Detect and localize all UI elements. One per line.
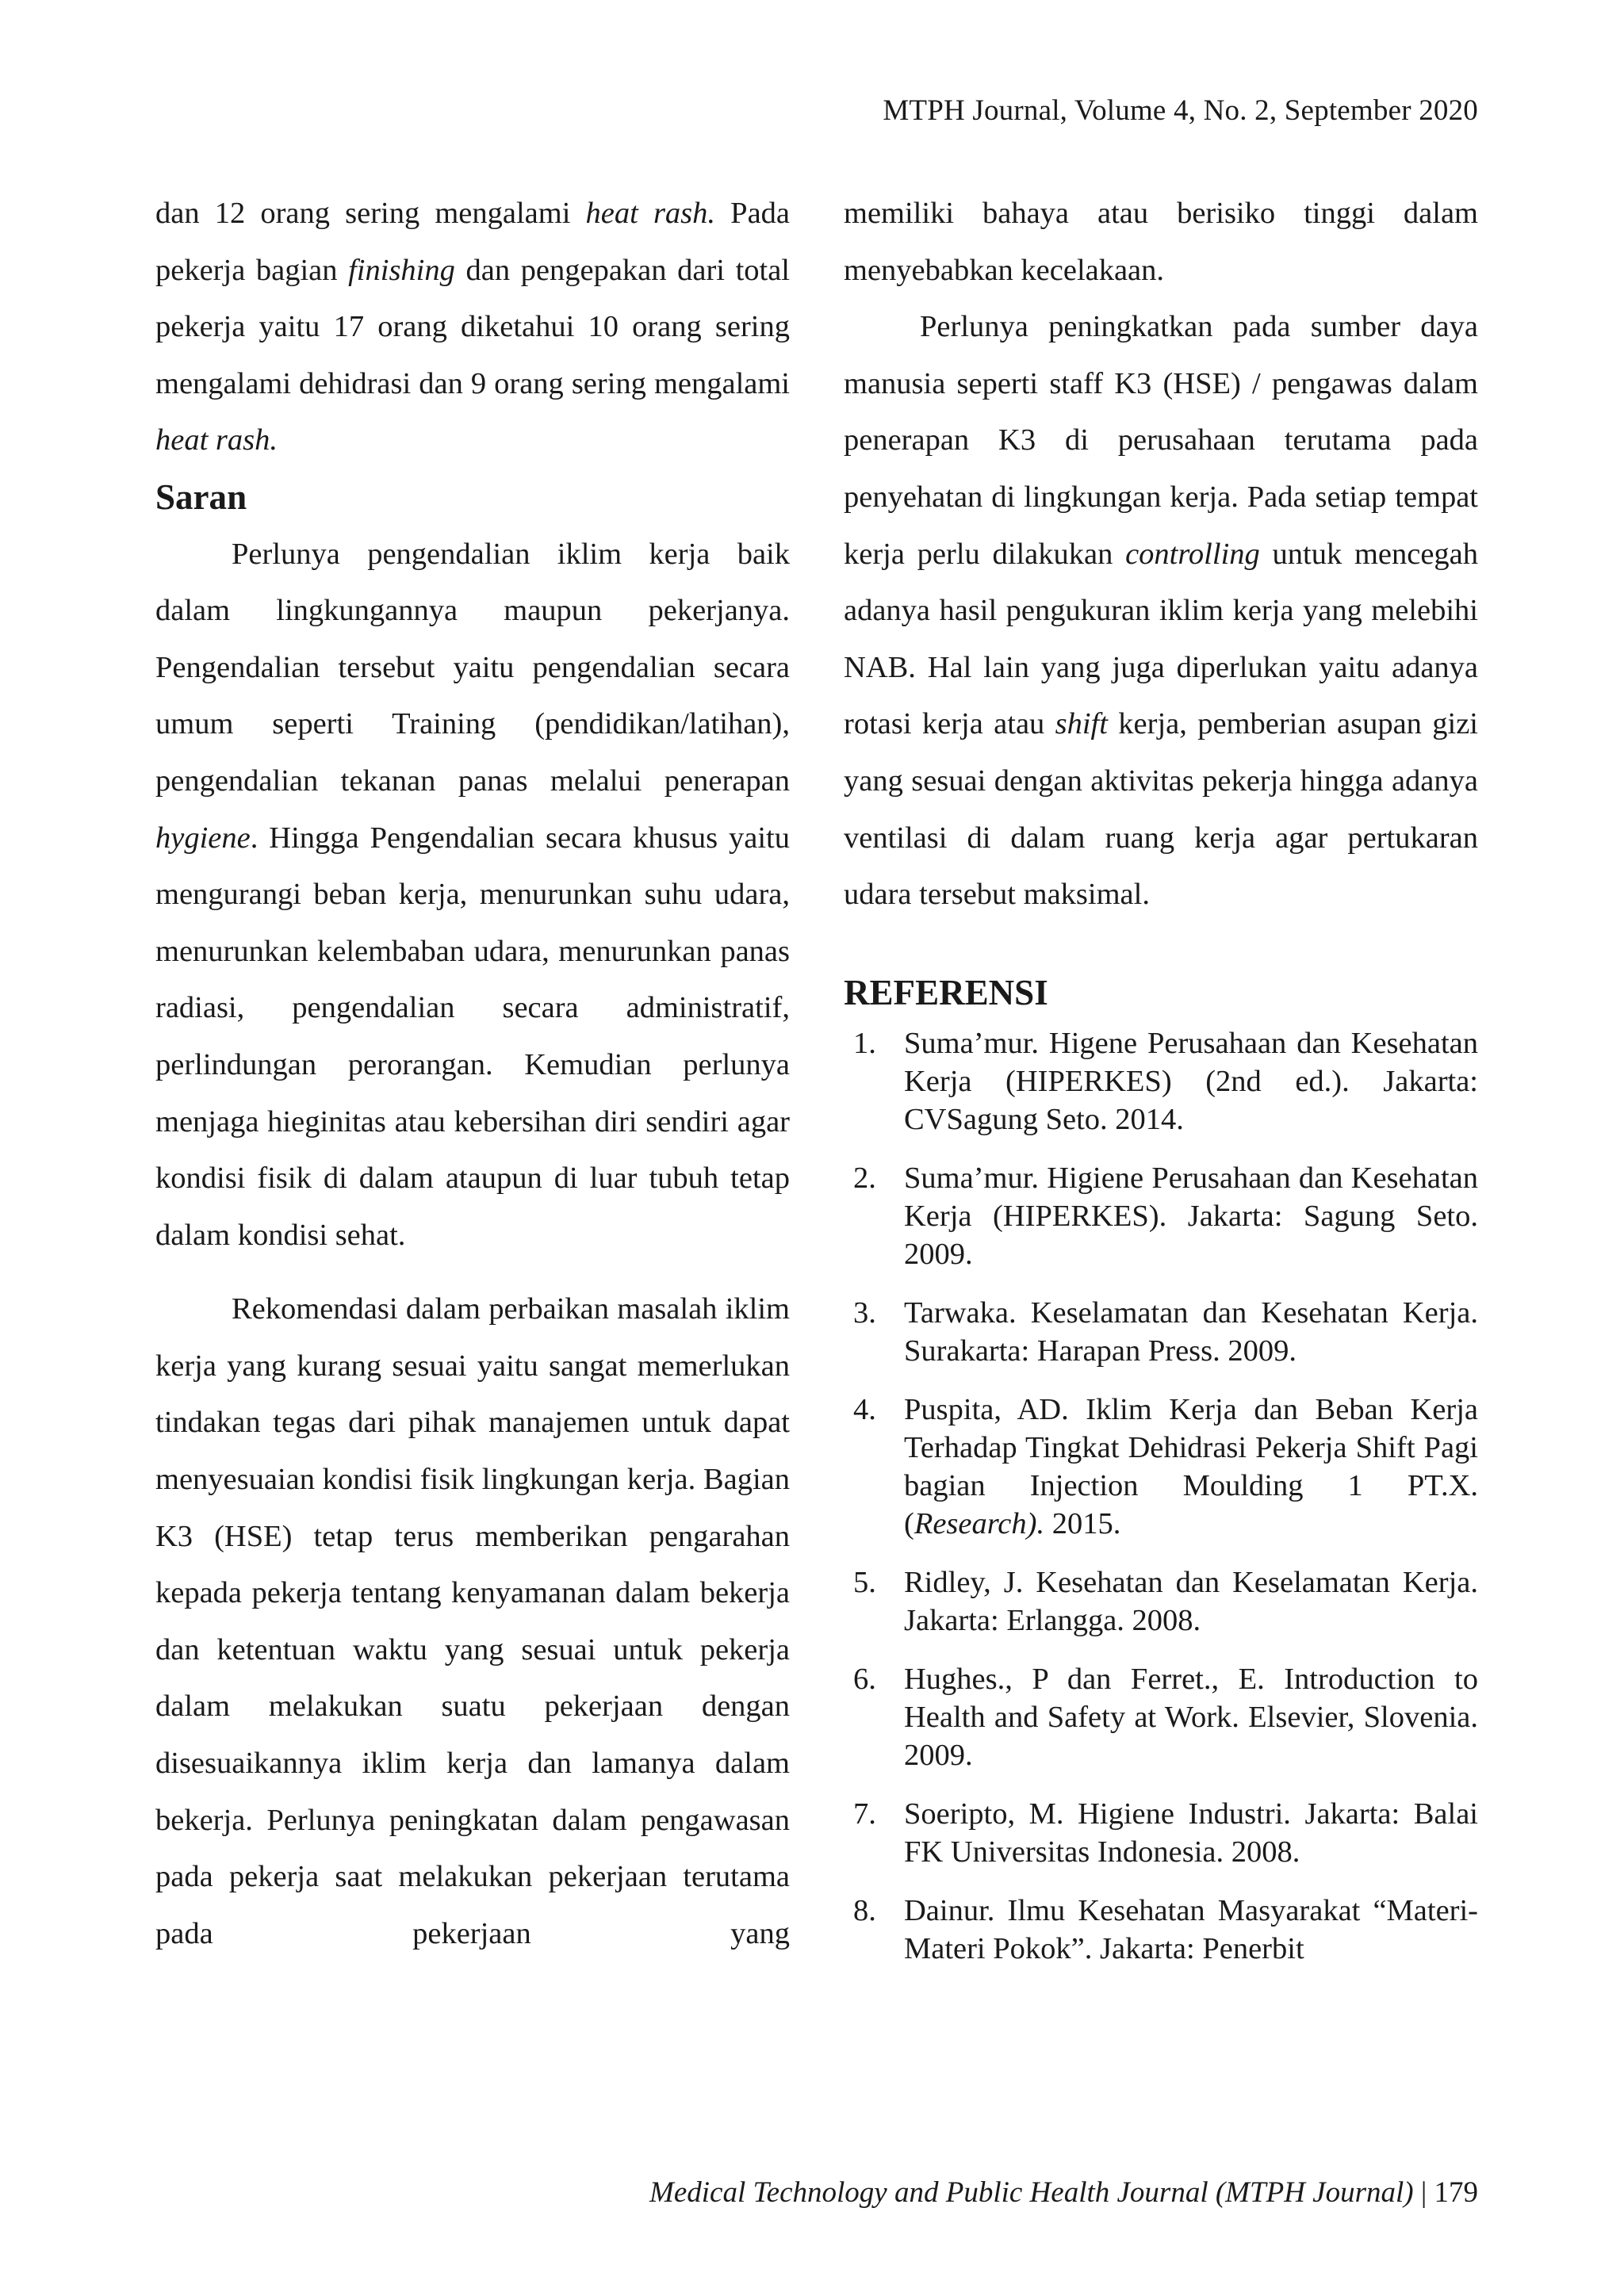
text: dan pengepakan dari total pekerja yaitu 17 orang diketahui 10 orang sering mengalami dehidrasi dan 9 orang sering mengalami <box>155 253 790 400</box>
text: Perlunya pengendalian iklim kerja baik dalam lingkungannya maupun pekerjanya. Pengendalian tersebut yaitu pengendalian secara umum seperti Training (pendidikan/latihan), pengendalian tekanan panas melalui penerapan <box>155 537 790 798</box>
reference-list <box>844 1024 1478 1968</box>
italic-term: finishing <box>348 253 455 287</box>
reference-text: Dainur. Ilmu Kesehatan Masyarakat “Materi-Materi Pokok”. Jakarta: Penerbit <box>904 1894 1478 1966</box>
paragraph-findings <box>155 186 790 469</box>
reference-item <box>844 1795 1478 1871</box>
text: untuk mencegah adanya hasil pengukuran iklim kerja yang melebihi NAB. Hal lain yang juga diperlukan yaitu adanya rotasi kerja atau <box>844 537 1479 741</box>
reference-number: 5. <box>853 1566 876 1600</box>
text: kerja, pemberian asupan gizi yang sesuai dengan aktivitas pekerja hingga adanya ventilasi di dalam ruang kerja agar pertukaran udara tersebut maksimal. <box>844 707 1478 912</box>
text: dan 12 orang sering mengalami <box>155 197 586 230</box>
text: Pada pekerja bagian <box>155 197 791 287</box>
reference-number: 8. <box>853 1894 876 1928</box>
section-heading-referensi: REFERENSI <box>844 972 1048 1012</box>
text: . Hingga Pengendalian secara khusus yaitu mengurangi beban kerja, menurunkan suhu udara, menurunkan kelembaban udara, menurunkan panas radiasi, pengendalian secara administratif, perlindungan perorangan. Kemudian perlunya menjaga hieginitas atau kebersihan diri sendiri agar kondisi fisik di dalam ataupun di luar tubuh tetap dalam kondisi sehat. <box>155 821 790 1252</box>
reference-text: Tarwaka. Keselamatan dan Kesehatan Kerja. Surakarta: Harapan Press. 2009. <box>904 1296 1478 1368</box>
italic-term: Research). <box>914 1507 1045 1541</box>
page-footer <box>649 2175 1478 2210</box>
section-heading-saran: Saran <box>155 476 247 517</box>
reference-number: 2. <box>853 1161 876 1196</box>
paragraph-sdm <box>844 299 1478 924</box>
reference-item <box>844 1660 1478 1774</box>
italic-term: controlling <box>1125 537 1260 571</box>
right-column <box>844 186 1478 1988</box>
reference-number: 3. <box>853 1296 876 1330</box>
text: Puspita, AD. Iklim Kerja dan Beban Kerja Terhadap Tingkat Dehidrasi Pekerja Shift Pagi bagian Injection Moulding 1 PT.X. ( <box>904 1393 1478 1541</box>
reference-item <box>844 1024 1478 1138</box>
reference-number: 7. <box>853 1797 876 1831</box>
italic-term: heat rash. <box>585 197 716 230</box>
reference-text: Suma’mur. Higiene Perusahaan dan Kesehatan Kerja (HIPERKES). Jakarta: Sagung Seto. 2009. <box>904 1161 1478 1272</box>
italic-term: hygiene <box>155 821 251 855</box>
running-header: MTPH Journal, Volume 4, No. 2, September 2020 <box>883 94 1478 127</box>
reference-number: 6. <box>853 1663 876 1697</box>
reference-text <box>904 1391 1478 1543</box>
left-column <box>155 186 790 1962</box>
reference-item <box>844 1294 1478 1370</box>
text: 2015. <box>1044 1507 1121 1541</box>
reference-item <box>844 1159 1478 1273</box>
reference-text: Soeripto, M. Higiene Industri. Jakarta: Balai FK Universitas Indonesia. 2008. <box>904 1797 1478 1869</box>
reference-text: Suma’mur. Higene Perusahaan dan Kesehatan Kerja (HIPERKES) (2nd ed.). Jakarta: CVSagung Seto. 2014. <box>904 1027 1478 1137</box>
paragraph-rekomendasi: Rekomendasi dalam perbaikan masalah iklim kerja yang kurang sesuai yaitu sangat memerlukan tindakan tegas dari pihak manajemen untuk dapat menyesuaian kondisi fisik lingkungan kerja. Bagian K3 (HSE) tetap terus memberikan pengarahan kepada pekerja tentang kenyamanan dalam bekerja dan ketentuan waktu yang sesuai untuk pekerja dalam melakukan suatu pekerjaan dengan disesuaikannya iklim kerja dan lamanya dalam bekerja. Perlunya peningkatan dalam pengawasan pada pekerja saat melakukan pekerjaan terutama pada pekerjaan yang <box>155 1292 790 1950</box>
reference-item <box>844 1892 1478 1968</box>
footer-separator: | <box>1413 2176 1434 2209</box>
reference-number: 1. <box>853 1027 876 1061</box>
footer-journal-name: Medical Technology and Public Health Journal (MTPH Journal) <box>649 2176 1414 2209</box>
reference-text: Hughes., P dan Ferret., E. Introduction to Health and Safety at Work. Elsevier, Slovenia. 2009. <box>904 1663 1478 1773</box>
reference-text: Ridley, J. Kesehatan dan Keselamatan Kerja. Jakarta: Erlangga. 2008. <box>904 1566 1478 1638</box>
page-number: 179 <box>1434 2176 1478 2209</box>
reference-item <box>844 1391 1478 1543</box>
italic-term: shift <box>1055 707 1108 741</box>
italic-term: heat rash. <box>155 423 278 457</box>
reference-number: 4. <box>853 1393 876 1427</box>
paragraph-saran <box>155 526 790 1265</box>
paragraph-continuation: memiliki bahaya atau berisiko tinggi dalam menyebabkan kecelakaan. <box>844 197 1478 287</box>
text: Perlunya peningkatkan pada sumber daya manusia seperti staff K3 (HSE) / pengawas dalam penerapan K3 di perusahaan terutama pada penyehatan di lingkungan kerja. Pada setiap tempat kerja perlu dilakukan <box>844 310 1478 571</box>
reference-item <box>844 1563 1478 1640</box>
